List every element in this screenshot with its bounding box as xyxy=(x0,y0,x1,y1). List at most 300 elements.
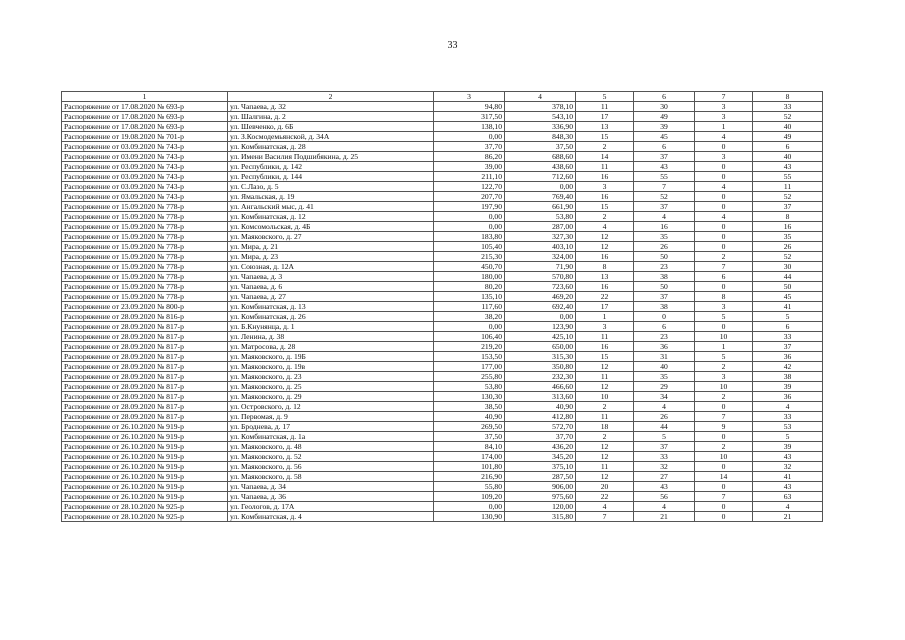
document-cell: Распоряжение от 17.08.2020 № 693-р xyxy=(62,112,228,122)
document-cell: Распоряжение от 28.09.2020 № 817-р xyxy=(62,342,228,352)
column-header-4: 4 xyxy=(505,92,576,102)
address-cell: ул. Матросова, д. 28 xyxy=(228,342,434,352)
value-cell-8: 26 xyxy=(753,242,823,252)
value-cell-3: 138,10 xyxy=(434,122,505,132)
value-cell-8: 52 xyxy=(753,112,823,122)
address-cell: ул. Комбинатская, д. 1а xyxy=(228,432,434,442)
table-row xyxy=(62,422,823,432)
value-cell-8: 4 xyxy=(753,402,823,412)
value-cell-3: 215,30 xyxy=(434,252,505,262)
value-cell-3: 174,00 xyxy=(434,452,505,462)
table-row xyxy=(62,152,823,162)
value-cell-7: 4 xyxy=(695,212,753,222)
value-cell-5: 14 xyxy=(576,152,634,162)
value-cell-7: 3 xyxy=(695,112,753,122)
value-cell-3: 255,80 xyxy=(434,372,505,382)
value-cell-7: 2 xyxy=(695,442,753,452)
value-cell-3: 197,90 xyxy=(434,202,505,212)
value-cell-6: 37 xyxy=(634,202,695,212)
value-cell-3: 94,80 xyxy=(434,102,505,112)
value-cell-7: 5 xyxy=(695,312,753,322)
address-cell: ул. Первомая, д. 9 xyxy=(228,412,434,422)
value-cell-3: 122,70 xyxy=(434,182,505,192)
value-cell-5: 11 xyxy=(576,412,634,422)
value-cell-7: 8 xyxy=(695,292,753,302)
value-cell-5: 17 xyxy=(576,302,634,312)
value-cell-8: 44 xyxy=(753,272,823,282)
value-cell-3: 0,00 xyxy=(434,132,505,142)
value-cell-7: 7 xyxy=(695,262,753,272)
value-cell-3: 207,70 xyxy=(434,192,505,202)
address-cell: ул. Маяковского, д. 25 xyxy=(228,382,434,392)
value-cell-5: 22 xyxy=(576,292,634,302)
value-cell-5: 8 xyxy=(576,262,634,272)
value-cell-6: 26 xyxy=(634,242,695,252)
value-cell-8: 36 xyxy=(753,352,823,362)
value-cell-6: 38 xyxy=(634,272,695,282)
value-cell-8: 49 xyxy=(753,132,823,142)
value-cell-3: 84,10 xyxy=(434,442,505,452)
header-row xyxy=(62,92,823,102)
document-cell: Распоряжение от 28.09.2020 № 817-р xyxy=(62,362,228,372)
value-cell-5: 12 xyxy=(576,232,634,242)
document-cell: Распоряжение от 15.09.2020 № 778-р xyxy=(62,202,228,212)
value-cell-5: 2 xyxy=(576,402,634,412)
value-cell-8: 38 xyxy=(753,372,823,382)
value-cell-8: 33 xyxy=(753,332,823,342)
data-table xyxy=(61,91,823,522)
value-cell-6: 36 xyxy=(634,342,695,352)
value-cell-8: 43 xyxy=(753,452,823,462)
value-cell-3: 216,90 xyxy=(434,472,505,482)
value-cell-3: 86,20 xyxy=(434,152,505,162)
value-cell-3: 39,00 xyxy=(434,162,505,172)
value-cell-4: 572,70 xyxy=(505,422,576,432)
value-cell-4: 324,00 xyxy=(505,252,576,262)
value-cell-3: 38,20 xyxy=(434,312,505,322)
value-cell-8: 63 xyxy=(753,492,823,502)
value-cell-6: 26 xyxy=(634,412,695,422)
value-cell-4: 438,60 xyxy=(505,162,576,172)
value-cell-4: 975,60 xyxy=(505,492,576,502)
value-cell-4: 232,30 xyxy=(505,372,576,382)
value-cell-5: 22 xyxy=(576,492,634,502)
value-cell-4: 425,10 xyxy=(505,332,576,342)
value-cell-6: 21 xyxy=(634,512,695,522)
value-cell-3: 219,20 xyxy=(434,342,505,352)
address-cell: ул. Броднева, д. 17 xyxy=(228,422,434,432)
document-cell: Распоряжение от 26.10.2020 № 919-р xyxy=(62,432,228,442)
value-cell-4: 0,00 xyxy=(505,182,576,192)
value-cell-3: 80,20 xyxy=(434,282,505,292)
value-cell-4: 570,80 xyxy=(505,272,576,282)
value-cell-5: 4 xyxy=(576,222,634,232)
value-cell-8: 43 xyxy=(753,482,823,492)
value-cell-4: 469,20 xyxy=(505,292,576,302)
value-cell-5: 2 xyxy=(576,432,634,442)
value-cell-6: 16 xyxy=(634,222,695,232)
address-cell: ул. Чапаева, д. 27 xyxy=(228,292,434,302)
value-cell-3: 177,00 xyxy=(434,362,505,372)
value-cell-8: 39 xyxy=(753,382,823,392)
value-cell-8: 52 xyxy=(753,192,823,202)
table-row xyxy=(62,502,823,512)
document-cell: Распоряжение от 15.09.2020 № 778-р xyxy=(62,292,228,302)
value-cell-4: 378,10 xyxy=(505,102,576,112)
table-row xyxy=(62,142,823,152)
table-row xyxy=(62,472,823,482)
value-cell-8: 37 xyxy=(753,202,823,212)
address-cell: ул. Ангальский мыс, д. 41 xyxy=(228,202,434,212)
value-cell-6: 5 xyxy=(634,432,695,442)
table-row xyxy=(62,262,823,272)
value-cell-5: 16 xyxy=(576,192,634,202)
value-cell-8: 50 xyxy=(753,282,823,292)
value-cell-7: 4 xyxy=(695,182,753,192)
table-row xyxy=(62,162,823,172)
value-cell-4: 906,00 xyxy=(505,482,576,492)
value-cell-4: 345,20 xyxy=(505,452,576,462)
value-cell-3: 180,00 xyxy=(434,272,505,282)
table-body xyxy=(62,102,823,522)
value-cell-8: 42 xyxy=(753,362,823,372)
address-cell: ул. Комбинатская, д. 26 xyxy=(228,312,434,322)
address-cell: ул. Шевченко, д. 6Б xyxy=(228,122,434,132)
table-header xyxy=(62,92,823,102)
table-row xyxy=(62,182,823,192)
value-cell-6: 30 xyxy=(634,102,695,112)
value-cell-7: 10 xyxy=(695,332,753,342)
table-row xyxy=(62,342,823,352)
table-row xyxy=(62,102,823,112)
value-cell-4: 327,30 xyxy=(505,232,576,242)
value-cell-6: 29 xyxy=(634,382,695,392)
document-cell: Распоряжение от 15.09.2020 № 778-р xyxy=(62,272,228,282)
document-cell: Распоряжение от 26.10.2020 № 919-р xyxy=(62,492,228,502)
document-cell: Распоряжение от 28.09.2020 № 817-р xyxy=(62,412,228,422)
value-cell-8: 41 xyxy=(753,302,823,312)
document-cell: Распоряжение от 26.10.2020 № 919-р xyxy=(62,452,228,462)
value-cell-4: 692,40 xyxy=(505,302,576,312)
address-cell: ул. Комбинатская, д. 12 xyxy=(228,212,434,222)
column-header-6: 6 xyxy=(634,92,695,102)
value-cell-5: 16 xyxy=(576,252,634,262)
document-cell: Распоряжение от 15.09.2020 № 778-р xyxy=(62,282,228,292)
column-header-5: 5 xyxy=(576,92,634,102)
value-cell-5: 15 xyxy=(576,352,634,362)
value-cell-6: 40 xyxy=(634,362,695,372)
value-cell-6: 7 xyxy=(634,182,695,192)
value-cell-7: 0 xyxy=(695,192,753,202)
table-row xyxy=(62,452,823,462)
value-cell-6: 6 xyxy=(634,142,695,152)
address-cell: ул. Республики, д. 144 xyxy=(228,172,434,182)
value-cell-5: 2 xyxy=(576,212,634,222)
value-cell-5: 7 xyxy=(576,512,634,522)
value-cell-5: 13 xyxy=(576,272,634,282)
value-cell-8: 41 xyxy=(753,472,823,482)
column-header-7: 7 xyxy=(695,92,753,102)
value-cell-7: 0 xyxy=(695,242,753,252)
document-cell: Распоряжение от 26.10.2020 № 919-р xyxy=(62,442,228,452)
value-cell-8: 4 xyxy=(753,502,823,512)
table-row xyxy=(62,332,823,342)
value-cell-6: 37 xyxy=(634,292,695,302)
value-cell-8: 5 xyxy=(753,432,823,442)
value-cell-4: 436,20 xyxy=(505,442,576,452)
value-cell-6: 50 xyxy=(634,252,695,262)
value-cell-4: 350,80 xyxy=(505,362,576,372)
value-cell-5: 10 xyxy=(576,392,634,402)
value-cell-7: 14 xyxy=(695,472,753,482)
document-cell: Распоряжение от 03.09.2020 № 743-р xyxy=(62,142,228,152)
value-cell-5: 11 xyxy=(576,102,634,112)
value-cell-8: 32 xyxy=(753,462,823,472)
value-cell-5: 12 xyxy=(576,362,634,372)
address-cell: ул. Островского, д. 12 xyxy=(228,402,434,412)
value-cell-4: 712,60 xyxy=(505,172,576,182)
table-row xyxy=(62,442,823,452)
table-row xyxy=(62,512,823,522)
table-row xyxy=(62,382,823,392)
value-cell-8: 16 xyxy=(753,222,823,232)
value-cell-4: 0,00 xyxy=(505,312,576,322)
value-cell-8: 40 xyxy=(753,122,823,132)
value-cell-7: 0 xyxy=(695,462,753,472)
value-cell-7: 9 xyxy=(695,422,753,432)
value-cell-6: 0 xyxy=(634,312,695,322)
value-cell-4: 769,40 xyxy=(505,192,576,202)
value-cell-5: 2 xyxy=(576,142,634,152)
value-cell-8: 30 xyxy=(753,262,823,272)
value-cell-7: 10 xyxy=(695,382,753,392)
document-cell: Распоряжение от 15.09.2020 № 778-р xyxy=(62,242,228,252)
value-cell-4: 336,90 xyxy=(505,122,576,132)
value-cell-5: 16 xyxy=(576,172,634,182)
value-cell-8: 53 xyxy=(753,422,823,432)
value-cell-8: 39 xyxy=(753,442,823,452)
document-cell: Распоряжение от 28.09.2020 № 817-р xyxy=(62,392,228,402)
table-row xyxy=(62,272,823,282)
value-cell-5: 16 xyxy=(576,282,634,292)
value-cell-7: 0 xyxy=(695,402,753,412)
value-cell-8: 40 xyxy=(753,152,823,162)
value-cell-7: 6 xyxy=(695,272,753,282)
table-row xyxy=(62,172,823,182)
value-cell-3: 450,70 xyxy=(434,262,505,272)
value-cell-4: 315,80 xyxy=(505,512,576,522)
address-cell: ул. Маяковского, д. 56 xyxy=(228,462,434,472)
column-header-3: 3 xyxy=(434,92,505,102)
value-cell-4: 37,50 xyxy=(505,142,576,152)
page-number: 33 xyxy=(447,40,458,51)
value-cell-8: 36 xyxy=(753,392,823,402)
value-cell-6: 23 xyxy=(634,262,695,272)
table-row xyxy=(62,232,823,242)
value-cell-4: 375,10 xyxy=(505,462,576,472)
address-cell: ул. С.Лазо, д. 5 xyxy=(228,182,434,192)
address-cell: ул. Комсомольская, д. 4Б xyxy=(228,222,434,232)
value-cell-7: 7 xyxy=(695,412,753,422)
value-cell-3: 37,70 xyxy=(434,142,505,152)
value-cell-3: 0,00 xyxy=(434,502,505,512)
value-cell-3: 53,80 xyxy=(434,382,505,392)
value-cell-8: 11 xyxy=(753,182,823,192)
value-cell-6: 35 xyxy=(634,232,695,242)
address-cell: ул. Маяковского, д. 27 xyxy=(228,232,434,242)
value-cell-5: 13 xyxy=(576,122,634,132)
value-cell-4: 313,60 xyxy=(505,392,576,402)
value-cell-6: 39 xyxy=(634,122,695,132)
value-cell-3: 0,00 xyxy=(434,322,505,332)
value-cell-7: 10 xyxy=(695,452,753,462)
value-cell-4: 71,90 xyxy=(505,262,576,272)
address-cell: ул. Маяковского, д. 58 xyxy=(228,472,434,482)
table-row xyxy=(62,362,823,372)
value-cell-6: 43 xyxy=(634,162,695,172)
table-row xyxy=(62,192,823,202)
table-row xyxy=(62,212,823,222)
value-cell-7: 3 xyxy=(695,372,753,382)
table-row xyxy=(62,222,823,232)
value-cell-3: 109,20 xyxy=(434,492,505,502)
value-cell-4: 650,00 xyxy=(505,342,576,352)
table-row xyxy=(62,462,823,472)
document-cell: Распоряжение от 15.09.2020 № 778-р xyxy=(62,252,228,262)
value-cell-3: 101,80 xyxy=(434,462,505,472)
address-cell: ул. Маяковского, д. 52 xyxy=(228,452,434,462)
address-cell: ул. Мира, д. 21 xyxy=(228,242,434,252)
value-cell-7: 0 xyxy=(695,222,753,232)
value-cell-3: 117,60 xyxy=(434,302,505,312)
value-cell-5: 15 xyxy=(576,202,634,212)
document-cell: Распоряжение от 19.08.2020 № 701-р xyxy=(62,132,228,142)
value-cell-5: 15 xyxy=(576,132,634,142)
value-cell-4: 53,80 xyxy=(505,212,576,222)
table-row xyxy=(62,352,823,362)
address-cell: ул. З.Космодемьянской, д. 34А xyxy=(228,132,434,142)
value-cell-5: 4 xyxy=(576,502,634,512)
document-cell: Распоряжение от 03.09.2020 № 743-р xyxy=(62,152,228,162)
document-cell: Распоряжение от 03.09.2020 № 743-р xyxy=(62,192,228,202)
value-cell-6: 35 xyxy=(634,372,695,382)
value-cell-7: 0 xyxy=(695,432,753,442)
value-cell-5: 1 xyxy=(576,312,634,322)
address-cell: ул. Комбинатская, д. 4 xyxy=(228,512,434,522)
table-row xyxy=(62,252,823,262)
document-cell: Распоряжение от 28.10.2020 № 925-р xyxy=(62,502,228,512)
value-cell-7: 2 xyxy=(695,362,753,372)
value-cell-5: 12 xyxy=(576,472,634,482)
value-cell-6: 43 xyxy=(634,482,695,492)
value-cell-7: 0 xyxy=(695,172,753,182)
value-cell-7: 0 xyxy=(695,512,753,522)
value-cell-6: 38 xyxy=(634,302,695,312)
document-cell: Распоряжение от 28.09.2020 № 817-р xyxy=(62,352,228,362)
table-row xyxy=(62,302,823,312)
value-cell-5: 20 xyxy=(576,482,634,492)
value-cell-4: 120,00 xyxy=(505,502,576,512)
address-cell: ул. Маяковского, д. 48 xyxy=(228,442,434,452)
document-cell: Распоряжение от 28.09.2020 № 817-р xyxy=(62,402,228,412)
value-cell-3: 55,80 xyxy=(434,482,505,492)
address-cell: ул. Ленина, д. 38 xyxy=(228,332,434,342)
address-cell: ул. Комбинатская, д. 28 xyxy=(228,142,434,152)
value-cell-5: 12 xyxy=(576,382,634,392)
table-row xyxy=(62,292,823,302)
address-cell: ул. Маяковского, д. 19Б xyxy=(228,352,434,362)
value-cell-6: 49 xyxy=(634,112,695,122)
value-cell-6: 34 xyxy=(634,392,695,402)
address-cell: ул. Б.Кнунянца, д. 1 xyxy=(228,322,434,332)
value-cell-6: 6 xyxy=(634,322,695,332)
value-cell-8: 45 xyxy=(753,292,823,302)
address-cell: ул. Республики, д. 142 xyxy=(228,162,434,172)
column-header-1: 1 xyxy=(62,92,228,102)
value-cell-7: 3 xyxy=(695,102,753,112)
value-cell-4: 123,90 xyxy=(505,322,576,332)
value-cell-8: 6 xyxy=(753,322,823,332)
value-cell-5: 12 xyxy=(576,242,634,252)
value-cell-7: 0 xyxy=(695,322,753,332)
value-cell-4: 315,30 xyxy=(505,352,576,362)
document-cell: Распоряжение от 03.09.2020 № 743-р xyxy=(62,182,228,192)
value-cell-6: 27 xyxy=(634,472,695,482)
document-cell: Распоряжение от 28.09.2020 № 817-р xyxy=(62,382,228,392)
value-cell-6: 33 xyxy=(634,452,695,462)
document-cell: Распоряжение от 15.09.2020 № 778-р xyxy=(62,262,228,272)
table-row xyxy=(62,122,823,132)
document-cell: Распоряжение от 28.09.2020 № 817-р xyxy=(62,372,228,382)
value-cell-3: 317,50 xyxy=(434,112,505,122)
value-cell-3: 38,50 xyxy=(434,402,505,412)
value-cell-3: 269,50 xyxy=(434,422,505,432)
value-cell-7: 7 xyxy=(695,492,753,502)
value-cell-7: 4 xyxy=(695,132,753,142)
table-row xyxy=(62,492,823,502)
address-cell: ул. Геологов, д. 17А xyxy=(228,502,434,512)
value-cell-7: 1 xyxy=(695,342,753,352)
value-cell-7: 2 xyxy=(695,392,753,402)
value-cell-8: 21 xyxy=(753,512,823,522)
value-cell-3: 0,00 xyxy=(434,222,505,232)
table-row xyxy=(62,112,823,122)
value-cell-4: 40,90 xyxy=(505,402,576,412)
value-cell-7: 1 xyxy=(695,122,753,132)
value-cell-5: 11 xyxy=(576,162,634,172)
value-cell-7: 0 xyxy=(695,232,753,242)
table-row xyxy=(62,402,823,412)
value-cell-3: 0,00 xyxy=(434,212,505,222)
value-cell-5: 17 xyxy=(576,112,634,122)
value-cell-6: 4 xyxy=(634,402,695,412)
address-cell: ул. Шалгина, д. 2 xyxy=(228,112,434,122)
document-cell: Распоряжение от 23.09.2020 № 800-р xyxy=(62,302,228,312)
value-cell-7: 0 xyxy=(695,282,753,292)
document-cell: Распоряжение от 15.09.2020 № 778-р xyxy=(62,232,228,242)
document-cell: Распоряжение от 26.10.2020 № 919-р xyxy=(62,482,228,492)
value-cell-6: 37 xyxy=(634,442,695,452)
value-cell-6: 4 xyxy=(634,212,695,222)
value-cell-6: 56 xyxy=(634,492,695,502)
value-cell-8: 35 xyxy=(753,232,823,242)
value-cell-5: 12 xyxy=(576,452,634,462)
value-cell-6: 45 xyxy=(634,132,695,142)
address-cell: ул. Чапаева, д. 3 xyxy=(228,272,434,282)
value-cell-8: 8 xyxy=(753,212,823,222)
column-header-8: 8 xyxy=(753,92,823,102)
table-row xyxy=(62,372,823,382)
